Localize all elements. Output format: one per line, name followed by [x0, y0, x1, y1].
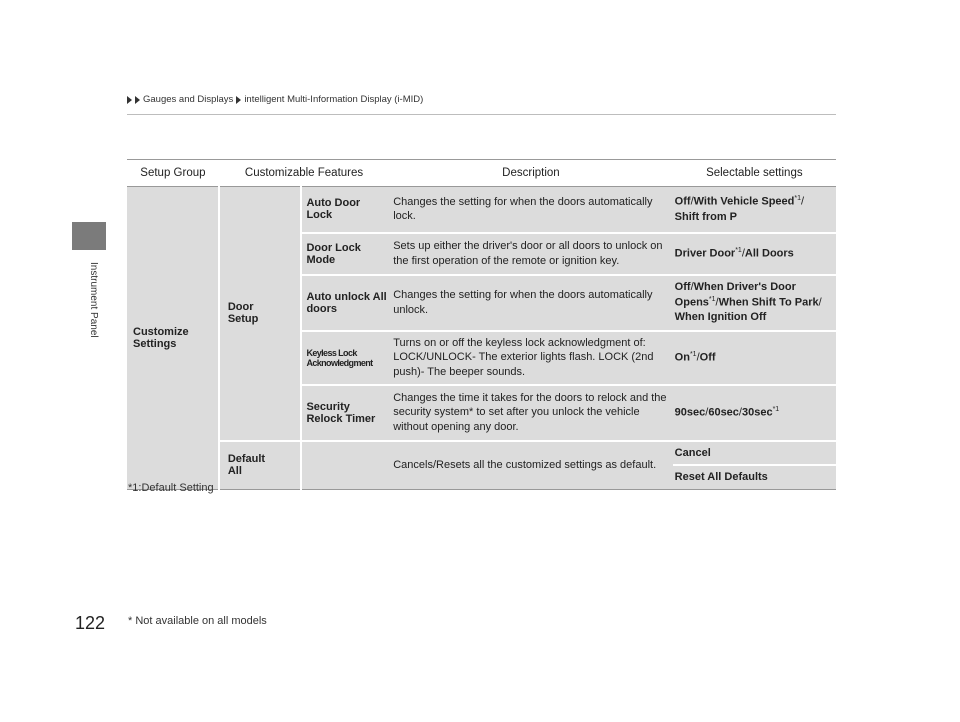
breadcrumb-item-imid[interactable]: intelligent Multi-Information Display (i-MID): [244, 94, 424, 105]
feature-description: Changes the setting for when the doors automatically unlock.: [389, 275, 672, 331]
feature-name: Auto unlock All doors: [301, 275, 389, 331]
setup-group-label: Customize Settings: [133, 326, 189, 351]
column-header: Setup Group: [127, 160, 219, 187]
arrow-right-icon: [236, 96, 241, 104]
selectable-settings: Reset All Defaults: [673, 465, 836, 489]
selectable-settings: Cancel: [673, 441, 836, 466]
section-tab: [72, 222, 106, 250]
feature-name: Door Lock Mode: [301, 233, 389, 275]
table-row: [127, 187, 836, 233]
page-number: 122: [75, 613, 106, 633]
feature-description: Changes the time it takes for the doors to relock and the security system* to set after you unlock the vehicle without opening any door.: [389, 385, 672, 441]
arrow-right-icon: [127, 96, 132, 104]
selectable-settings: On$^{*1}$/Off: [673, 331, 836, 385]
selectable-settings: Off/With Vehicle Speed$^{*1}$/ Shift from P: [673, 187, 836, 233]
breadcrumb-item-gauges[interactable]: Gauges and Displays: [143, 94, 234, 105]
breadcrumb: [127, 94, 423, 105]
setup-group-cell: [127, 187, 219, 490]
door-setup-cell: [219, 187, 302, 441]
feature-description: Turns on or off the keyless lock acknowledgment of: LOCK/UNLOCK- The exterior lights flash. LOCK (2nd push)- The beeper sounds.: [389, 331, 672, 385]
feature-name: Keyless Lock Acknowledgment: [301, 331, 389, 385]
feature-description: Changes the setting for when the doors automatically lock.: [389, 187, 672, 233]
header-divider: [127, 114, 836, 115]
default-setting-note: *1:Default Setting: [128, 482, 214, 494]
footnote: * Not available on all models: [128, 615, 267, 627]
selectable-settings: $90\sec/60\sec/30\sec^{*1}$: [673, 385, 836, 441]
empty-feature-cell: [301, 441, 389, 490]
settings-table: [127, 159, 836, 490]
sidebar-section-label: Instrument Panel: [88, 262, 99, 338]
column-header: Description: [389, 160, 672, 187]
column-header: Customizable Features: [219, 160, 389, 187]
table-header-row: [127, 160, 836, 187]
feature-description: Cancels/Resets all the customized settings as default.: [389, 441, 672, 490]
selectable-settings: Driver Door$^{*1}$/All Doors: [673, 233, 836, 275]
arrow-right-icon: [135, 96, 140, 104]
feature-name: Auto Door Lock: [301, 187, 389, 233]
selectable-settings: Off/When Driver's Door Opens$^{*1}$/When Shift To Park/ When Ignition Off: [673, 275, 836, 331]
door-setup-label: Door Setup: [227, 301, 259, 326]
table-row: [127, 441, 836, 466]
feature-name: Security Relock Timer: [301, 385, 389, 441]
feature-description: Sets up either the driver's door or all doors to unlock on the first operation of the remote or ignition key.: [389, 233, 672, 275]
default-all-cell: Default All: [219, 441, 302, 490]
column-header: Selectable settings: [673, 160, 836, 187]
